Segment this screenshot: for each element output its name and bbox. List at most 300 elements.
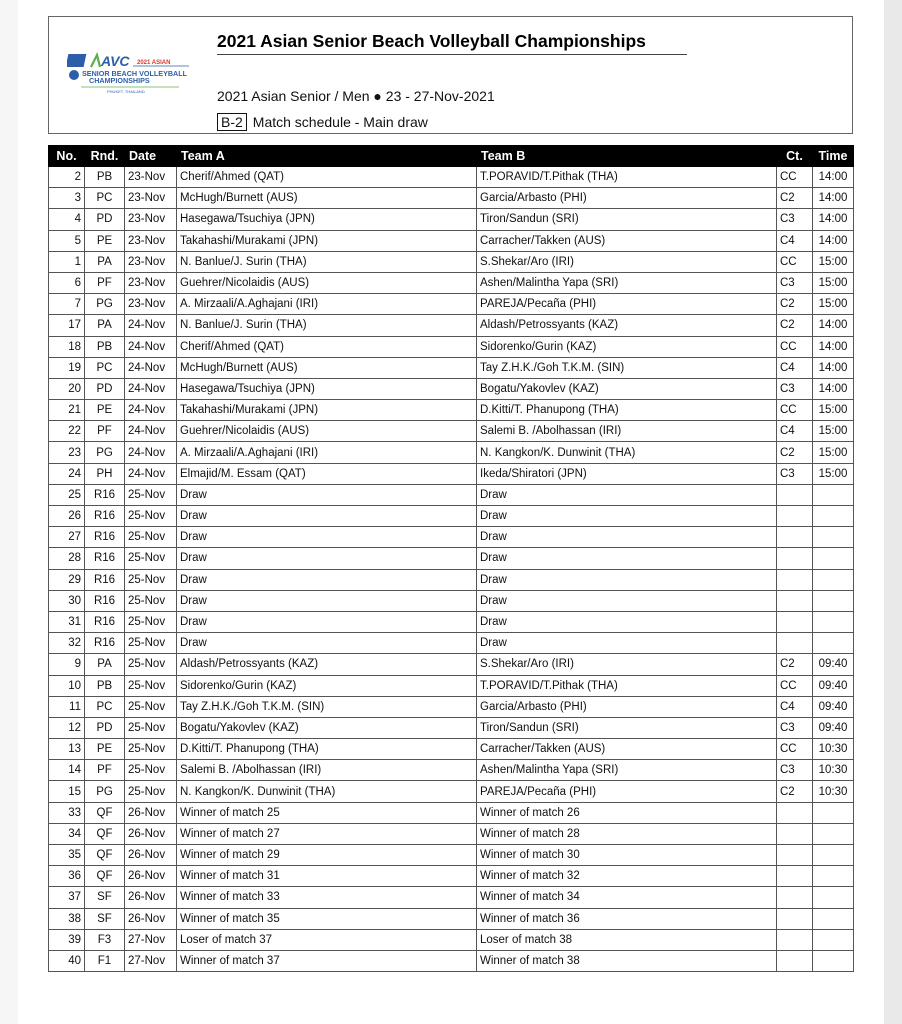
table-row bbox=[49, 230, 854, 251]
cell-date: 26-Nov bbox=[125, 908, 177, 929]
cell-match-number: 33 bbox=[49, 802, 85, 823]
cell-date: 25-Nov bbox=[125, 484, 177, 505]
column-header-team-a: Team A bbox=[177, 146, 477, 167]
cell-time bbox=[813, 633, 854, 654]
cell-court: C3 bbox=[777, 463, 813, 484]
scrollbar-track[interactable] bbox=[884, 0, 902, 1024]
column-header-round: Rnd. bbox=[85, 146, 125, 167]
cell-round: PA bbox=[85, 654, 125, 675]
cell-match-number: 28 bbox=[49, 548, 85, 569]
cell-court: C3 bbox=[777, 378, 813, 399]
table-row bbox=[49, 908, 854, 929]
table-row bbox=[49, 675, 854, 696]
cell-team-a: N. Banlue/J. Surin (THA) bbox=[177, 315, 477, 336]
cell-team-b: Garcia/Arbasto (PHI) bbox=[477, 188, 777, 209]
cell-team-b: Winner of match 26 bbox=[477, 802, 777, 823]
cell-team-b: Draw bbox=[477, 506, 777, 527]
cell-team-b: Draw bbox=[477, 569, 777, 590]
cell-match-number: 26 bbox=[49, 506, 85, 527]
cell-round: PB bbox=[85, 336, 125, 357]
cell-date: 25-Nov bbox=[125, 717, 177, 738]
cell-date: 25-Nov bbox=[125, 527, 177, 548]
cell-time bbox=[813, 590, 854, 611]
cell-team-b: Draw bbox=[477, 633, 777, 654]
cell-team-a: Cherif/Ahmed (QAT) bbox=[177, 167, 477, 188]
cell-court: CC bbox=[777, 739, 813, 760]
cell-court: CC bbox=[777, 251, 813, 272]
cell-time: 14:00 bbox=[813, 167, 854, 188]
table-row bbox=[49, 421, 854, 442]
cell-match-number: 11 bbox=[49, 696, 85, 717]
cell-team-a: McHugh/Burnett (AUS) bbox=[177, 357, 477, 378]
cell-team-b: Winner of match 30 bbox=[477, 845, 777, 866]
cell-team-a: Elmajid/M. Essam (QAT) bbox=[177, 463, 477, 484]
cell-date: 26-Nov bbox=[125, 823, 177, 844]
table-row bbox=[49, 866, 854, 887]
cell-date: 26-Nov bbox=[125, 802, 177, 823]
schedule-body bbox=[49, 167, 854, 972]
cell-match-number: 7 bbox=[49, 294, 85, 315]
cell-court: C2 bbox=[777, 294, 813, 315]
cell-date: 24-Nov bbox=[125, 357, 177, 378]
cell-round: PE bbox=[85, 739, 125, 760]
cell-court: C3 bbox=[777, 272, 813, 293]
cell-team-a: Draw bbox=[177, 548, 477, 569]
cell-court bbox=[777, 569, 813, 590]
cell-time bbox=[813, 908, 854, 929]
cell-date: 25-Nov bbox=[125, 675, 177, 696]
cell-court bbox=[777, 823, 813, 844]
cell-time bbox=[813, 484, 854, 505]
cell-match-number: 23 bbox=[49, 442, 85, 463]
cell-match-number: 31 bbox=[49, 611, 85, 632]
cell-team-a: Guehrer/Nicolaidis (AUS) bbox=[177, 272, 477, 293]
cell-court: C2 bbox=[777, 654, 813, 675]
cell-court: C3 bbox=[777, 717, 813, 738]
cell-court bbox=[777, 484, 813, 505]
cell-team-b: Sidorenko/Gurin (KAZ) bbox=[477, 336, 777, 357]
cell-team-a: Loser of match 37 bbox=[177, 929, 477, 950]
cell-round: PC bbox=[85, 696, 125, 717]
match-schedule-table bbox=[48, 145, 854, 972]
cell-round: R16 bbox=[85, 611, 125, 632]
cell-date: 25-Nov bbox=[125, 739, 177, 760]
cell-team-b: Winner of match 28 bbox=[477, 823, 777, 844]
cell-date: 26-Nov bbox=[125, 845, 177, 866]
cell-match-number: 6 bbox=[49, 272, 85, 293]
table-row bbox=[49, 294, 854, 315]
table-row bbox=[49, 950, 854, 971]
document-description: Match schedule - Main draw bbox=[252, 114, 428, 130]
cell-team-a: Hasegawa/Tsuchiya (JPN) bbox=[177, 209, 477, 230]
cell-team-a: Cherif/Ahmed (QAT) bbox=[177, 336, 477, 357]
cell-match-number: 25 bbox=[49, 484, 85, 505]
cell-time: 14:00 bbox=[813, 188, 854, 209]
cell-court: C4 bbox=[777, 421, 813, 442]
cell-round: PC bbox=[85, 188, 125, 209]
cell-team-a: Winner of match 29 bbox=[177, 845, 477, 866]
cell-court: CC bbox=[777, 400, 813, 421]
cell-match-number: 30 bbox=[49, 590, 85, 611]
svg-text:PHUKET, THAILAND: PHUKET, THAILAND bbox=[107, 89, 145, 94]
cell-time: 09:40 bbox=[813, 696, 854, 717]
column-header-time: Time bbox=[813, 146, 854, 167]
cell-team-a: Bogatu/Yakovlev (KAZ) bbox=[177, 717, 477, 738]
cell-team-b: Ikeda/Shiratori (JPN) bbox=[477, 463, 777, 484]
table-row bbox=[49, 209, 854, 230]
cell-date: 25-Nov bbox=[125, 781, 177, 802]
cell-team-b: Loser of match 38 bbox=[477, 929, 777, 950]
cell-team-b: Tay Z.H.K./Goh T.K.M. (SIN) bbox=[477, 357, 777, 378]
table-row bbox=[49, 696, 854, 717]
cell-team-b: Ashen/Malintha Yapa (SRI) bbox=[477, 272, 777, 293]
cell-match-number: 24 bbox=[49, 463, 85, 484]
cell-court: C3 bbox=[777, 760, 813, 781]
cell-date: 25-Nov bbox=[125, 760, 177, 781]
cell-time bbox=[813, 506, 854, 527]
cell-team-a: Guehrer/Nicolaidis (AUS) bbox=[177, 421, 477, 442]
cell-date: 23-Nov bbox=[125, 294, 177, 315]
cell-round: R16 bbox=[85, 590, 125, 611]
cell-time: 09:40 bbox=[813, 717, 854, 738]
cell-team-a: Draw bbox=[177, 569, 477, 590]
table-row bbox=[49, 845, 854, 866]
cell-team-a: N. Kangkon/K. Dunwinit (THA) bbox=[177, 781, 477, 802]
cell-match-number: 21 bbox=[49, 400, 85, 421]
cell-round: PG bbox=[85, 781, 125, 802]
cell-time bbox=[813, 527, 854, 548]
cell-court: CC bbox=[777, 167, 813, 188]
cell-match-number: 29 bbox=[49, 569, 85, 590]
cell-team-b: D.Kitti/T. Phanupong (THA) bbox=[477, 400, 777, 421]
cell-team-a: Draw bbox=[177, 484, 477, 505]
cell-court: C2 bbox=[777, 188, 813, 209]
table-row bbox=[49, 802, 854, 823]
table-row bbox=[49, 548, 854, 569]
cell-team-a: Draw bbox=[177, 611, 477, 632]
cell-time: 09:40 bbox=[813, 675, 854, 696]
table-row bbox=[49, 378, 854, 399]
cell-team-b: Bogatu/Yakovlev (KAZ) bbox=[477, 378, 777, 399]
cell-round: QF bbox=[85, 823, 125, 844]
cell-team-a: Takahashi/Murakami (JPN) bbox=[177, 230, 477, 251]
cell-court bbox=[777, 548, 813, 569]
document-header bbox=[48, 16, 853, 134]
cell-round: SF bbox=[85, 908, 125, 929]
cell-round: PD bbox=[85, 378, 125, 399]
cell-match-number: 35 bbox=[49, 845, 85, 866]
table-row bbox=[49, 654, 854, 675]
cell-round: PF bbox=[85, 272, 125, 293]
cell-court: C2 bbox=[777, 442, 813, 463]
table-row bbox=[49, 442, 854, 463]
cell-time: 14:00 bbox=[813, 209, 854, 230]
cell-team-b: Tiron/Sandun (SRI) bbox=[477, 717, 777, 738]
cell-team-a: Sidorenko/Gurin (KAZ) bbox=[177, 675, 477, 696]
cell-date: 26-Nov bbox=[125, 866, 177, 887]
cell-team-a: Winner of match 33 bbox=[177, 887, 477, 908]
cell-team-a: D.Kitti/T. Phanupong (THA) bbox=[177, 739, 477, 760]
cell-team-a: Aldash/Petrossyants (KAZ) bbox=[177, 654, 477, 675]
cell-match-number: 12 bbox=[49, 717, 85, 738]
cell-date: 24-Nov bbox=[125, 421, 177, 442]
table-row bbox=[49, 929, 854, 950]
cell-date: 25-Nov bbox=[125, 590, 177, 611]
cell-team-b: Tiron/Sandun (SRI) bbox=[477, 209, 777, 230]
cell-court: CC bbox=[777, 675, 813, 696]
cell-court: C4 bbox=[777, 357, 813, 378]
cell-round: QF bbox=[85, 866, 125, 887]
cell-time: 14:00 bbox=[813, 336, 854, 357]
cell-time bbox=[813, 823, 854, 844]
cell-date: 24-Nov bbox=[125, 378, 177, 399]
cell-court bbox=[777, 802, 813, 823]
cell-date: 23-Nov bbox=[125, 167, 177, 188]
cell-team-b: Aldash/Petrossyants (KAZ) bbox=[477, 315, 777, 336]
cell-time bbox=[813, 845, 854, 866]
cell-match-number: 32 bbox=[49, 633, 85, 654]
cell-team-b: Draw bbox=[477, 484, 777, 505]
cell-court: C2 bbox=[777, 315, 813, 336]
cell-round: PD bbox=[85, 209, 125, 230]
cell-round: PF bbox=[85, 760, 125, 781]
cell-team-b: Ashen/Malintha Yapa (SRI) bbox=[477, 760, 777, 781]
cell-court: C4 bbox=[777, 696, 813, 717]
cell-team-a: N. Banlue/J. Surin (THA) bbox=[177, 251, 477, 272]
cell-round: PE bbox=[85, 400, 125, 421]
table-row bbox=[49, 357, 854, 378]
cell-round: PB bbox=[85, 167, 125, 188]
cell-time: 15:00 bbox=[813, 421, 854, 442]
cell-court: C4 bbox=[777, 230, 813, 251]
column-header-date: Date bbox=[125, 146, 177, 167]
cell-court bbox=[777, 590, 813, 611]
cell-court bbox=[777, 929, 813, 950]
cell-date: 25-Nov bbox=[125, 548, 177, 569]
cell-round: PH bbox=[85, 463, 125, 484]
table-row bbox=[49, 590, 854, 611]
cell-time bbox=[813, 887, 854, 908]
cell-round: PA bbox=[85, 315, 125, 336]
table-row bbox=[49, 527, 854, 548]
cell-team-a: Draw bbox=[177, 506, 477, 527]
cell-round: PG bbox=[85, 442, 125, 463]
cell-team-b: Draw bbox=[477, 590, 777, 611]
cell-match-number: 38 bbox=[49, 908, 85, 929]
cell-date: 24-Nov bbox=[125, 336, 177, 357]
cell-time bbox=[813, 929, 854, 950]
svg-text:2021 ASIAN: 2021 ASIAN bbox=[137, 60, 171, 66]
championship-logo bbox=[67, 51, 207, 101]
cell-date: 26-Nov bbox=[125, 887, 177, 908]
cell-date: 24-Nov bbox=[125, 400, 177, 421]
cell-round: PG bbox=[85, 294, 125, 315]
cell-match-number: 19 bbox=[49, 357, 85, 378]
cell-team-b: N. Kangkon/K. Dunwinit (THA) bbox=[477, 442, 777, 463]
cell-round: PD bbox=[85, 717, 125, 738]
cell-team-a: McHugh/Burnett (AUS) bbox=[177, 188, 477, 209]
cell-round: PB bbox=[85, 675, 125, 696]
cell-court bbox=[777, 866, 813, 887]
cell-team-b: Carracher/Takken (AUS) bbox=[477, 230, 777, 251]
cell-team-a: Draw bbox=[177, 527, 477, 548]
cell-team-b: PAREJA/Pecaña (PHI) bbox=[477, 294, 777, 315]
cell-match-number: 18 bbox=[49, 336, 85, 357]
cell-match-number: 20 bbox=[49, 378, 85, 399]
cell-time: 09:40 bbox=[813, 654, 854, 675]
cell-team-a: Winner of match 25 bbox=[177, 802, 477, 823]
cell-date: 23-Nov bbox=[125, 230, 177, 251]
cell-time: 14:00 bbox=[813, 315, 854, 336]
cell-court: C3 bbox=[777, 209, 813, 230]
table-row bbox=[49, 484, 854, 505]
cell-match-number: 1 bbox=[49, 251, 85, 272]
table-header-row bbox=[49, 146, 854, 167]
cell-time: 14:00 bbox=[813, 357, 854, 378]
table-row bbox=[49, 506, 854, 527]
cell-date: 25-Nov bbox=[125, 506, 177, 527]
cell-team-a: Takahashi/Murakami (JPN) bbox=[177, 400, 477, 421]
cell-court bbox=[777, 611, 813, 632]
cell-match-number: 9 bbox=[49, 654, 85, 675]
table-row bbox=[49, 739, 854, 760]
column-header-court: Ct. bbox=[777, 146, 813, 167]
cell-match-number: 37 bbox=[49, 887, 85, 908]
cell-court bbox=[777, 950, 813, 971]
cell-date: 25-Nov bbox=[125, 633, 177, 654]
cell-date: 25-Nov bbox=[125, 696, 177, 717]
cell-time: 15:00 bbox=[813, 463, 854, 484]
table-row bbox=[49, 823, 854, 844]
cell-date: 23-Nov bbox=[125, 188, 177, 209]
cell-team-a: Tay Z.H.K./Goh T.K.M. (SIN) bbox=[177, 696, 477, 717]
cell-time bbox=[813, 569, 854, 590]
cell-team-b: Winner of match 38 bbox=[477, 950, 777, 971]
svg-text:AVC: AVC bbox=[101, 53, 130, 69]
cell-match-number: 4 bbox=[49, 209, 85, 230]
cell-team-a: Winner of match 31 bbox=[177, 866, 477, 887]
cell-round: F3 bbox=[85, 929, 125, 950]
cell-team-b: T.PORAVID/T.Pithak (THA) bbox=[477, 675, 777, 696]
cell-round: PA bbox=[85, 251, 125, 272]
cell-time bbox=[813, 950, 854, 971]
cell-match-number: 27 bbox=[49, 527, 85, 548]
cell-round: R16 bbox=[85, 506, 125, 527]
table-row bbox=[49, 717, 854, 738]
cell-match-number: 17 bbox=[49, 315, 85, 336]
column-header-team-b: Team B bbox=[477, 146, 777, 167]
table-row bbox=[49, 188, 854, 209]
cell-team-b: S.Shekar/Aro (IRI) bbox=[477, 654, 777, 675]
cell-team-a: Winner of match 35 bbox=[177, 908, 477, 929]
cell-court bbox=[777, 908, 813, 929]
cell-date: 27-Nov bbox=[125, 950, 177, 971]
table-row bbox=[49, 569, 854, 590]
svg-text:CHAMPIONSHIPS: CHAMPIONSHIPS bbox=[89, 76, 150, 85]
cell-team-b: Winner of match 34 bbox=[477, 887, 777, 908]
table-row bbox=[49, 315, 854, 336]
cell-time: 15:00 bbox=[813, 251, 854, 272]
cell-match-number: 10 bbox=[49, 675, 85, 696]
cell-date: 25-Nov bbox=[125, 569, 177, 590]
cell-time: 10:30 bbox=[813, 781, 854, 802]
cell-round: QF bbox=[85, 802, 125, 823]
cell-date: 24-Nov bbox=[125, 442, 177, 463]
cell-match-number: 14 bbox=[49, 760, 85, 781]
cell-round: R16 bbox=[85, 569, 125, 590]
cell-court bbox=[777, 633, 813, 654]
cell-date: 24-Nov bbox=[125, 463, 177, 484]
cell-date: 23-Nov bbox=[125, 251, 177, 272]
cell-team-b: Draw bbox=[477, 611, 777, 632]
cell-team-a: A. Mirzaali/A.Aghajani (IRI) bbox=[177, 294, 477, 315]
cell-time bbox=[813, 548, 854, 569]
cell-time: 15:00 bbox=[813, 294, 854, 315]
cell-match-number: 5 bbox=[49, 230, 85, 251]
cell-match-number: 39 bbox=[49, 929, 85, 950]
cell-team-b: T.PORAVID/T.Pithak (THA) bbox=[477, 167, 777, 188]
cell-round: SF bbox=[85, 887, 125, 908]
cell-time: 10:30 bbox=[813, 760, 854, 781]
cell-round: PF bbox=[85, 421, 125, 442]
document-code: B-2 bbox=[217, 113, 247, 131]
cell-date: 27-Nov bbox=[125, 929, 177, 950]
cell-team-b: Draw bbox=[477, 548, 777, 569]
cell-date: 23-Nov bbox=[125, 272, 177, 293]
cell-time: 10:30 bbox=[813, 739, 854, 760]
cell-team-b: Garcia/Arbasto (PHI) bbox=[477, 696, 777, 717]
column-header-no: No. bbox=[49, 146, 85, 167]
cell-team-b: PAREJA/Pecaña (PHI) bbox=[477, 781, 777, 802]
table-row bbox=[49, 272, 854, 293]
cell-match-number: 40 bbox=[49, 950, 85, 971]
cell-match-number: 36 bbox=[49, 866, 85, 887]
cell-match-number: 13 bbox=[49, 739, 85, 760]
table-row bbox=[49, 887, 854, 908]
cell-round: R16 bbox=[85, 548, 125, 569]
cell-team-b: Winner of match 36 bbox=[477, 908, 777, 929]
table-row bbox=[49, 336, 854, 357]
cell-round: PC bbox=[85, 357, 125, 378]
cell-time: 15:00 bbox=[813, 400, 854, 421]
cell-time: 15:00 bbox=[813, 442, 854, 463]
table-row bbox=[49, 463, 854, 484]
cell-team-b: Winner of match 32 bbox=[477, 866, 777, 887]
cell-team-a: Winner of match 27 bbox=[177, 823, 477, 844]
table-row bbox=[49, 633, 854, 654]
cell-court bbox=[777, 887, 813, 908]
cell-court: C2 bbox=[777, 781, 813, 802]
cell-time bbox=[813, 611, 854, 632]
document-code-line bbox=[217, 113, 428, 131]
table-row bbox=[49, 251, 854, 272]
cell-date: 23-Nov bbox=[125, 209, 177, 230]
cell-match-number: 3 bbox=[49, 188, 85, 209]
cell-court bbox=[777, 845, 813, 866]
cell-time: 14:00 bbox=[813, 378, 854, 399]
table-row bbox=[49, 167, 854, 188]
cell-round: R16 bbox=[85, 633, 125, 654]
cell-match-number: 22 bbox=[49, 421, 85, 442]
cell-round: PE bbox=[85, 230, 125, 251]
cell-court: CC bbox=[777, 336, 813, 357]
table-row bbox=[49, 611, 854, 632]
cell-round: QF bbox=[85, 845, 125, 866]
table-row bbox=[49, 400, 854, 421]
cell-team-a: Draw bbox=[177, 590, 477, 611]
cell-date: 25-Nov bbox=[125, 654, 177, 675]
cell-round: R16 bbox=[85, 527, 125, 548]
